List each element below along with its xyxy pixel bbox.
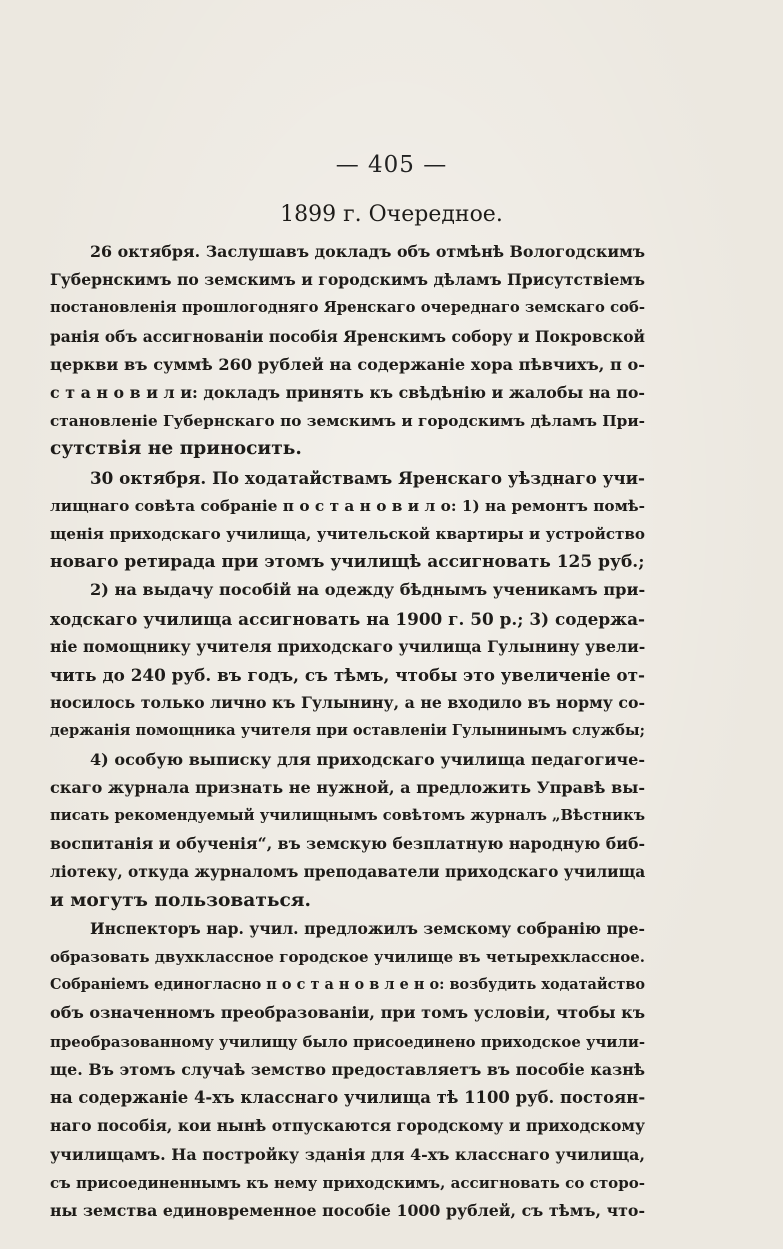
text-line: ходскаго училища ассигновать на 1900 г. 50 р.; 3) содержа- (50, 608, 645, 629)
text-line: носилось только лично къ Гулынину, а не входило въ норму со- (50, 693, 645, 713)
text-line: ліотеку, откуда журналомъ преподаватели приходскаго училища (50, 863, 646, 882)
text-line: ны земства единовременное пособіе 1000 рублей, съ тѣмъ, что- (50, 1200, 645, 1220)
text-line: на содержаніе 4-хъ класснаго училища тѣ 1100 руб. постоян- (50, 1088, 646, 1108)
body-text (50, 238, 645, 1225)
text-line: ще. Въ этомъ случаѣ земство предоставляетъ въ пособіе казнѣ (50, 1059, 645, 1079)
text-line: Инспекторъ нар. учил. предложилъ земскому собранію пре- (90, 918, 645, 938)
page-number: — 405 — (335, 152, 448, 178)
text-line: ніе помощнику учителя приходскаго училища Гулынину увели- (50, 636, 646, 656)
text-line: чить до 240 руб. въ годъ, съ тѣмъ, чтобы это увеличеніе от- (50, 665, 645, 686)
text-line: постановленія прошлогодняго Яренскаго очереднаго земскаго соб- (50, 299, 645, 317)
text-line: ранія объ ассигнованіи пособія Яренскимъ собору и Покровской (50, 326, 645, 346)
text-line: наго пособія, кои нынѣ отпускаются городскому и приходскому (50, 1116, 645, 1136)
text-line: щенія приходскаго училища, учительской квартиры и устройство (50, 525, 645, 544)
text-line: и могутъ пользоваться. (50, 889, 312, 911)
text-line: новаго ретирада при этомъ училищѣ ассигновать 125 руб.; (50, 552, 645, 573)
text-line: образовать двухклассное городское училище въ четырехклассное. (50, 948, 645, 967)
text-line: училищамъ. На постройку зданія для 4-хъ класснаго училища, (50, 1144, 645, 1164)
text-line: воспитанія и обученія“, въ земскую безплатную народную биб- (50, 834, 645, 854)
text-line: держанія помощника учителя при оставленіи Гулынинымъ службы; (50, 722, 645, 740)
text-line: преобразованному училищу было присоединено приходское учили- (50, 1032, 645, 1051)
text-line: скаго журнала признать не нужной, а предложить Управѣ вы- (50, 777, 645, 797)
text-line: 4) особую выписку для приходскаго училища педагогиче- (90, 749, 645, 769)
text-line: 26 октября. Заслушавъ докладъ объ отмѣнѣ Вологодскимъ (90, 242, 646, 261)
text-line: съ присоединеннымъ къ нему приходскимъ, ассигновать со сторо- (50, 1173, 645, 1192)
text-line: 2) на выдачу пособій на одежду бѣднымъ ученикамъ при- (90, 580, 646, 600)
section-title: 1899 г. Очередное. (280, 202, 503, 227)
text-line: церкви въ суммѣ 260 рублей на содержаніе хора пѣвчихъ, п о- (50, 354, 645, 374)
text-line: становленіе Губернскаго по земскимъ и городскимъ дѣламъ При- (50, 412, 645, 431)
text-line: лищнаго совѣта собраніе п о с т а н о в и л о: 1) на ремонтъ помѣ- (50, 496, 645, 515)
text-line: сутствія не приносить. (50, 438, 302, 460)
text-line: с т а н о в и л и: докладъ принять къ свѣдѣнію и жалобы на по- (50, 383, 645, 403)
text-line: писать рекомендуемый училищнымъ совѣтомъ журналъ „Вѣстникъ (50, 807, 645, 825)
text-line: 30 октября. По ходатайствамъ Яренскаго уѣзднаго учи- (90, 467, 645, 488)
text-line: Губернскимъ по земскимъ и городскимъ дѣламъ Присутствіемъ (50, 270, 645, 290)
text-line: Собраніемъ единогласно п о с т а н о в л е н о: возбудить ходатайство (50, 976, 645, 994)
text-line: объ означенномъ преобразованіи, при томъ условіи, чтобы къ (50, 1003, 646, 1023)
